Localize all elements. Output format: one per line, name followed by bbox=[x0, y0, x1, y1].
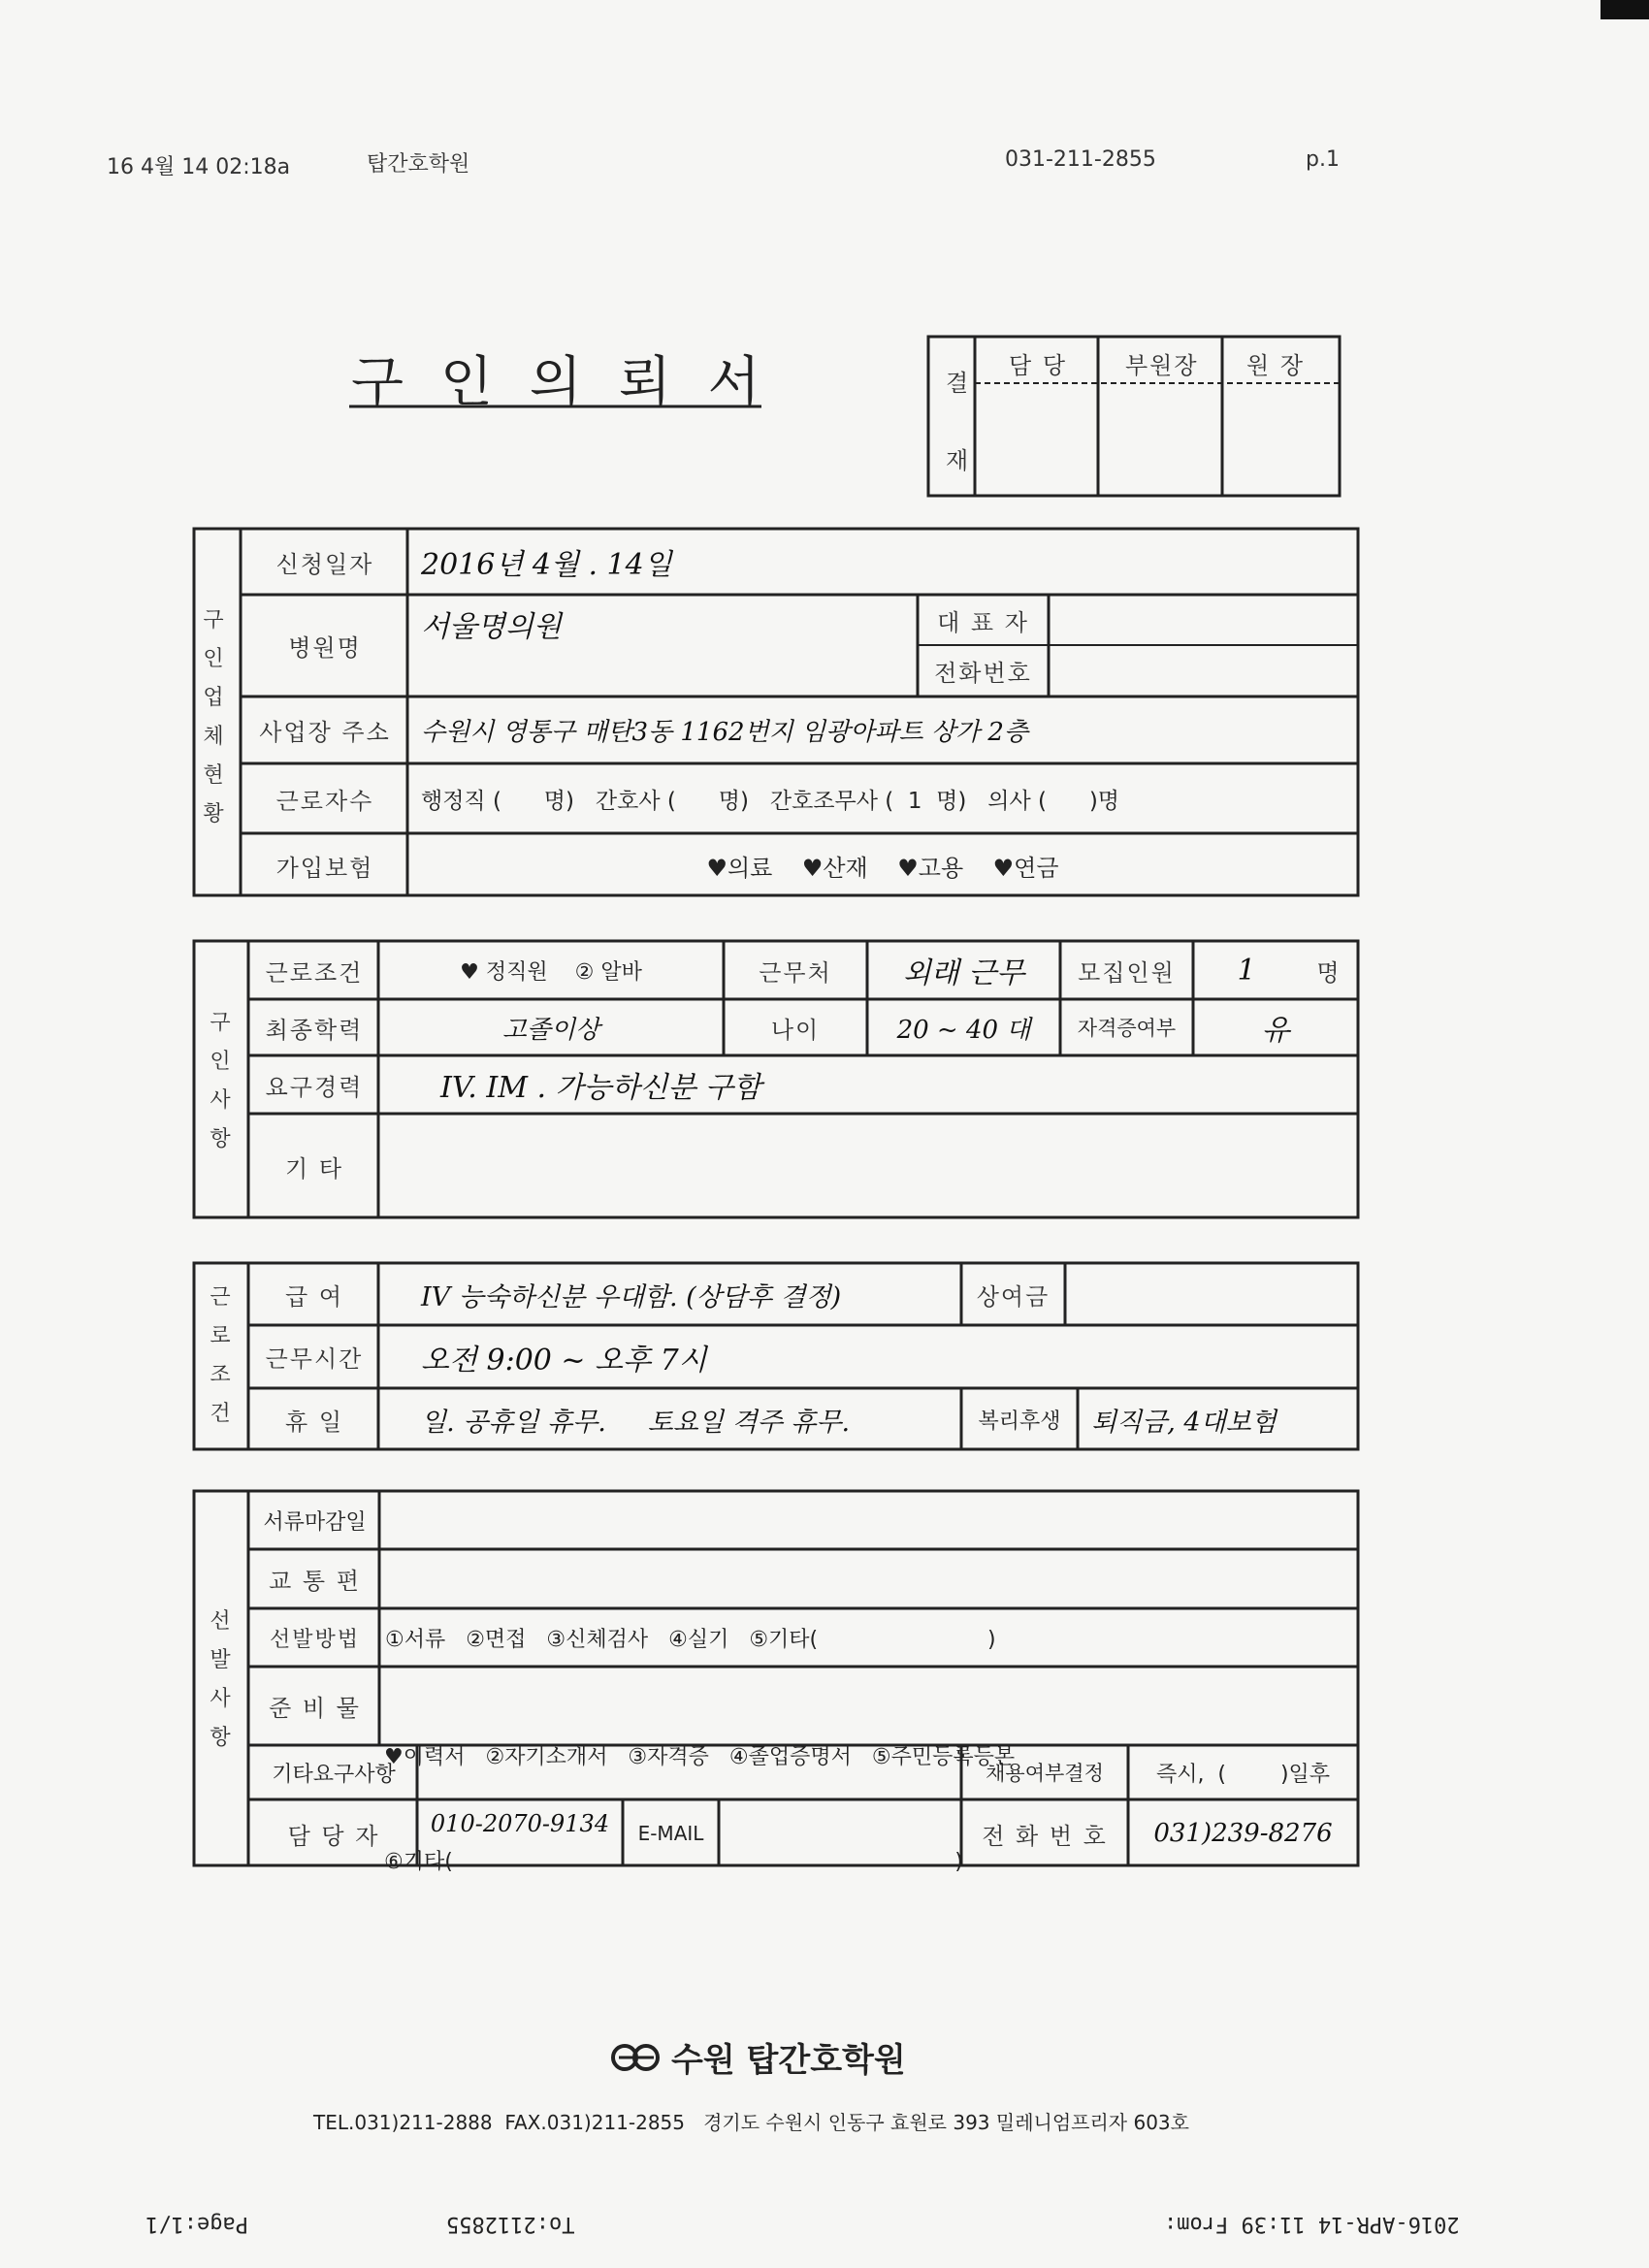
work-condition-label: 근로조건 bbox=[265, 958, 364, 987]
salary-value: IV 능숙하신분 우대함. (상담후 결정) bbox=[421, 1281, 842, 1312]
license-value: 유 bbox=[1261, 1014, 1290, 1048]
phone-value[interactable] bbox=[1049, 645, 1359, 697]
other-requirements-value[interactable] bbox=[417, 1745, 960, 1799]
documents-line-2: ⑥기타( ) bbox=[384, 1850, 963, 1874]
workers-label: 근로자수 bbox=[275, 787, 374, 815]
education-label: 최종학력 bbox=[265, 1016, 364, 1044]
fax-number: 031-211-2855 bbox=[1005, 147, 1156, 172]
recruit-count-unit: 명 bbox=[1316, 958, 1342, 987]
apply-date-value: 2016년 4월 . 14일 bbox=[421, 548, 672, 582]
welfare-label: 복리후생 bbox=[978, 1409, 1061, 1434]
email-value[interactable] bbox=[719, 1799, 961, 1867]
manager-label: 담 당 자 bbox=[287, 1822, 380, 1850]
insurance-value: ♥의료 ♥산재 ♥고용 ♥연금 bbox=[706, 854, 1059, 882]
workplace-label: 근무처 bbox=[759, 958, 832, 987]
other-requirements-label: 기타요구사항 bbox=[272, 1762, 396, 1787]
bonus-value[interactable] bbox=[1065, 1263, 1358, 1325]
documents-line-1: ♥이력서 ②자기소개서 ③자격증 ④졸업증명서 ⑤주민등록등본 bbox=[384, 1745, 1016, 1769]
welfare-value: 퇴직금, 4대보험 bbox=[1091, 1407, 1277, 1438]
address-value: 수원시 영통구 매탄3동 1162번지 임광아파트 상가 2층 bbox=[421, 718, 1029, 747]
selection-method-label: 선발방법 bbox=[269, 1627, 360, 1652]
work-condition-value: ♥ 정직원 ② 알바 bbox=[460, 959, 642, 985]
selection-method-value: ①서류 ②면접 ③신체검사 ④실기 ⑤기타( ) bbox=[385, 1627, 996, 1652]
manager-value: 010-2070-9134 bbox=[430, 1810, 610, 1837]
fax-footer-from: 2016-APR-14 11:39 From: bbox=[1164, 2212, 1460, 2236]
fax-datetime: 16 4월 14 02:18a bbox=[107, 155, 291, 179]
hire-decision-value: 즉시, ( )일후 bbox=[1155, 1762, 1331, 1787]
etc-label: 기 타 bbox=[285, 1154, 343, 1183]
academy-logo-text: 수원 탑간호학원 bbox=[671, 2041, 906, 2080]
holiday-label: 휴 일 bbox=[285, 1408, 343, 1436]
work-hours-value: 오전 9:00 ~ 오후 7시 bbox=[421, 1343, 707, 1377]
deadline-label: 서류마감일 bbox=[263, 1509, 367, 1535]
apply-date-label: 신청일자 bbox=[275, 550, 374, 578]
academy-address: TEL.031)211-2888 FAX.031)211-2855 경기도 수원시 인동구 효원로 393 밀레니엄프리자 603호 bbox=[313, 2111, 1189, 2134]
age-value: 20 ~ 40 대 bbox=[896, 1015, 1031, 1045]
ceo-label: 대 표 자 bbox=[937, 608, 1029, 636]
scan-edge-mark bbox=[1600, 0, 1649, 19]
workers-value: 행정직 ( 명) 간호사 ( 명) 간호조무사 ( 1 명) 의사 ( )명 bbox=[421, 788, 1120, 814]
ceo-value[interactable] bbox=[1049, 595, 1359, 645]
recruit-count-label: 모집인원 bbox=[1078, 958, 1176, 987]
etc-value[interactable] bbox=[378, 1114, 1358, 1218]
recruit-count-value: 1 bbox=[1237, 953, 1256, 988]
work-hours-label: 근무시간 bbox=[265, 1345, 364, 1373]
academy-logo-icon bbox=[611, 2041, 662, 2074]
age-label: 나이 bbox=[770, 1016, 821, 1044]
approval-col-manager: 담 당 bbox=[1009, 352, 1067, 379]
workplace-value: 외래 근무 bbox=[902, 956, 1025, 990]
transport-value[interactable] bbox=[379, 1549, 1358, 1608]
bonus-label: 상여금 bbox=[976, 1282, 1051, 1311]
fax-footer-to: To:2112855 bbox=[446, 2212, 575, 2236]
email-label: E-MAIL bbox=[637, 1822, 704, 1845]
approval-col-vice-director: 부원장 bbox=[1125, 352, 1199, 379]
experience-label: 요구경력 bbox=[265, 1073, 364, 1101]
hospital-value: 서울명의원 bbox=[421, 610, 562, 644]
academy-logo bbox=[611, 2033, 906, 2081]
approval-col-director: 원 장 bbox=[1246, 352, 1305, 379]
tel-label: 전 화 번 호 bbox=[982, 1822, 1108, 1850]
fax-page: p.1 bbox=[1306, 147, 1340, 172]
approval-side-1: 결 bbox=[946, 370, 971, 397]
page-title: 구 인 의 뢰 서 bbox=[351, 351, 770, 414]
license-label: 자격증여부 bbox=[1077, 1017, 1177, 1040]
section-company-side-label: 구 인 업 체 현 황 bbox=[203, 608, 224, 826]
address-label: 사업장 주소 bbox=[259, 719, 391, 746]
documents-label: 준 비 물 bbox=[269, 1695, 361, 1722]
fax-footer-page: Page:1/1 bbox=[146, 2212, 248, 2236]
hospital-label: 병원명 bbox=[288, 634, 362, 662]
title-underline bbox=[349, 403, 766, 410]
experience-value: IV. IM . 가능하신분 구함 bbox=[440, 1071, 761, 1105]
transport-label: 교 통 편 bbox=[269, 1568, 361, 1595]
phone-label: 전화번호 bbox=[934, 660, 1032, 687]
deadline-value[interactable] bbox=[379, 1491, 1358, 1549]
holiday-value: 일. 공휴일 휴무. 토요일 격주 휴무. bbox=[421, 1407, 851, 1438]
salary-label: 급 여 bbox=[285, 1282, 343, 1311]
section-selection-side-label: 선 발 사 항 bbox=[210, 1609, 231, 1750]
hire-decision-label: 채용여부결정 bbox=[986, 1762, 1104, 1785]
section-conditions-side-label: 근 로 조 건 bbox=[210, 1285, 231, 1426]
education-value: 고졸이상 bbox=[501, 1015, 600, 1045]
tel-value: 031)239-8276 bbox=[1153, 1819, 1333, 1848]
approval-side-2: 재 bbox=[946, 447, 971, 474]
insurance-label: 가입보험 bbox=[275, 854, 374, 882]
section-job-side-label: 구 인 사 항 bbox=[210, 1011, 231, 1151]
fax-sender: 탑간호학원 bbox=[367, 152, 470, 177]
